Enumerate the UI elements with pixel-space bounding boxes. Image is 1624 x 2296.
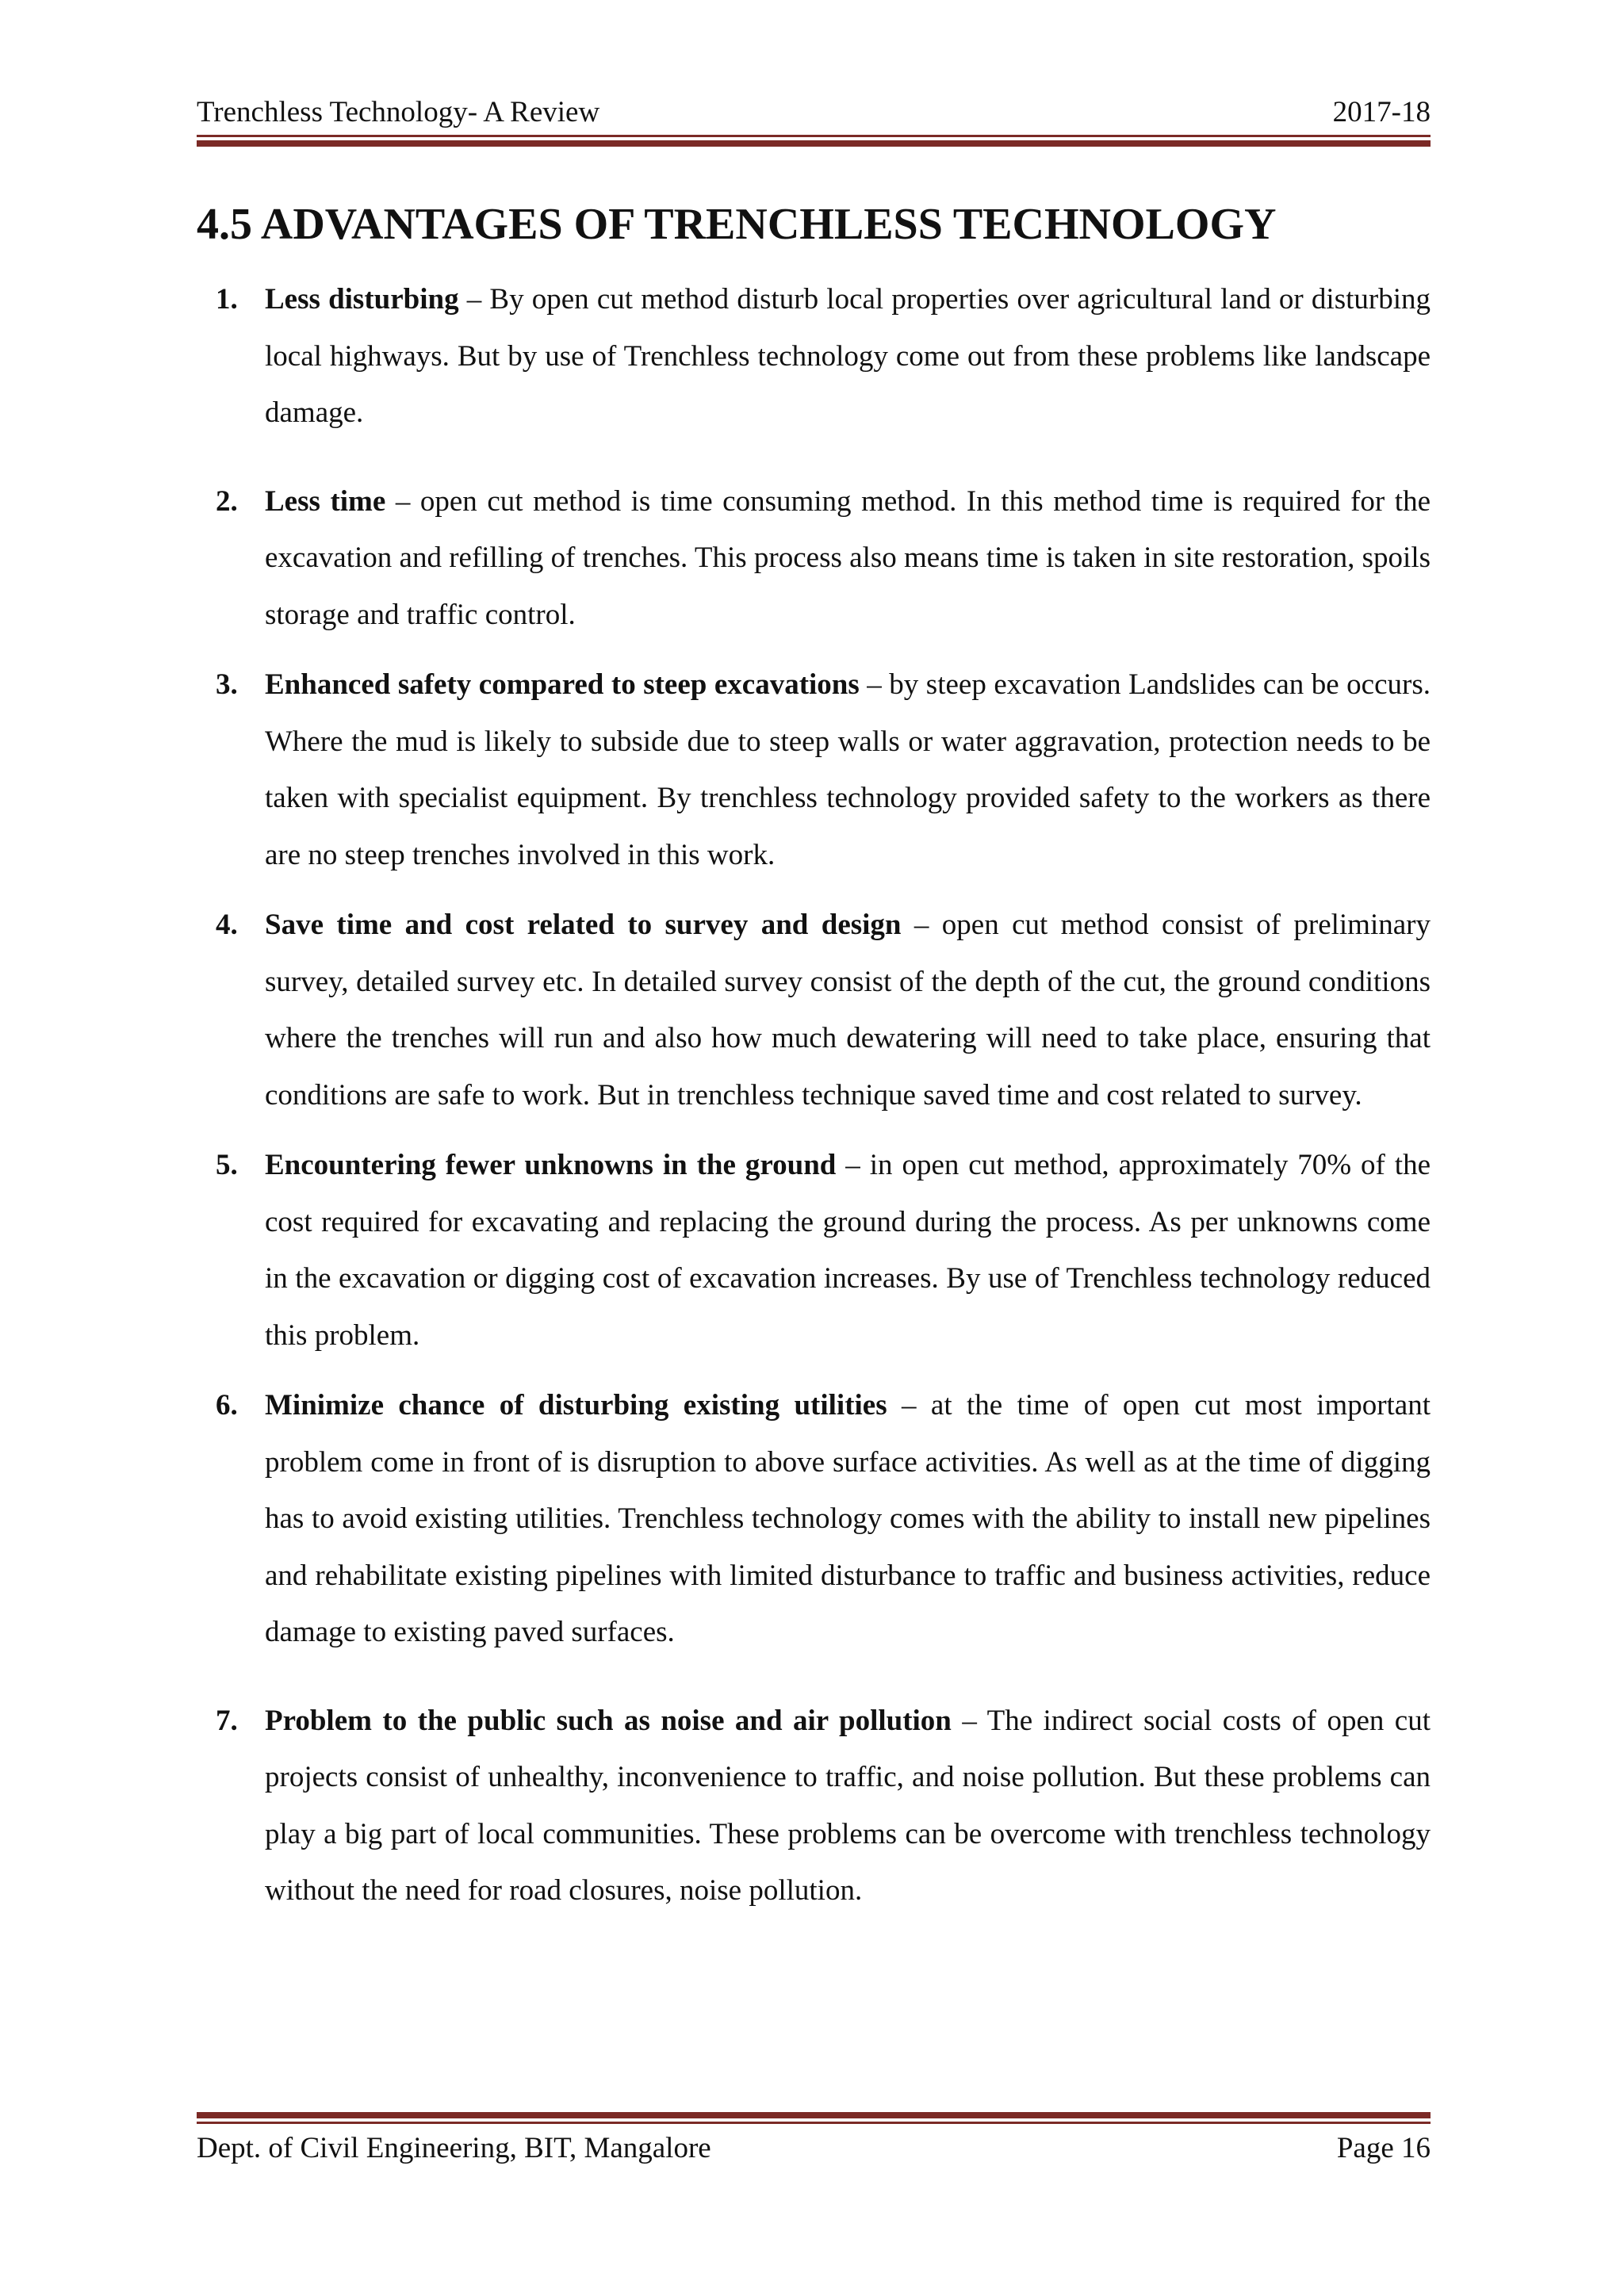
list-item-number: 2. [216,484,238,518]
list-item-text: – The indirect social costs of open cut projects consist of unhealthy, inconvenience to traffic, and noise pollution. But these problems can play a big part of local communities. These problems can be overcome with trenchless technology without the need for road closures, noise pollution. [265,1704,1431,1907]
list-item-text: – at the time of open cut most important problem come in front of is disruption to above surface activities. As well as at the time of digging has to avoid existing utilities. Trenchless technology comes with the ability to install new pipelines and rehabilitate existing pipelines with limited disturbance to traffic and business activities, reduce damage to existing paved surfaces. [265,1389,1431,1648]
advantages-list [197,271,1431,1919]
list-item [197,271,1431,442]
header-title: Trenchless Technology- A Review [197,96,600,128]
footer-rule-thick [197,2112,1431,2118]
list-item [197,656,1431,883]
section-heading: 4.5 ADVANTAGES OF TRENCHLESS TECHNOLOGY [197,200,1277,249]
list-item-text: – By open cut method disturb local properties over agricultural land or disturbing local highways. But by use of Trenchless technology come out from these problems like landscape damage. [265,283,1431,429]
list-item-number: 1. [216,283,238,316]
footer-rule-thin [197,2122,1431,2124]
list-item-number: 3. [216,668,238,701]
list-item [197,1377,1431,1661]
list-item-text: – open cut method consist of preliminary survey, detailed survey etc. In detailed survey consist of the depth of the cut, the ground conditions where the trenches will run and also how much dewatering will need to take place, ensuring that conditions are safe to work. But in trenchless technique saved time and cost related to survey. [265,909,1431,1112]
list-item-number: 7. [216,1704,238,1737]
running-footer [197,2130,1431,2168]
list-item-term: Enhanced safety compared to steep excavations [265,668,860,701]
list-item-number: 6. [216,1389,238,1422]
list-item-text: – in open cut method, approximately 70% of the cost required for excavating and replacing the ground during the process. As per unknowns come in the excavation or digging cost of excavation increases. By use of Trenchless technology reduced this problem. [265,1149,1431,1352]
list-item [197,1693,1431,1919]
footer-department: Dept. of Civil Engineering, BIT, Mangalore [197,2132,711,2164]
list-item-term: Encountering fewer unknowns in the ground [265,1149,837,1181]
header-rule-thick [197,140,1431,147]
page-number: Page 16 [1336,2132,1431,2164]
list-item [197,897,1431,1123]
list-item-number: 4. [216,909,238,941]
list-item-text: – by steep excavation Landslides can be occurs. Where the mud is likely to subside due to steep walls or water aggravation, protection needs to be taken with specialist equipment. By trenchless technology provided safety to the workers as there are no steep trenches involved in this work. [265,668,1431,871]
list-item-text: – open cut method is time consuming method. In this method time is required for the excavation and refilling of trenches. This process also means time is taken in site restoration, spoils storage and traffic control. [265,484,1431,631]
list-item-term: Less time [265,484,386,518]
list-item-term: Problem to the public such as noise and air pollution [265,1704,952,1737]
header-year: 2017-18 [1332,96,1431,128]
list-item-term: Minimize chance of disturbing existing utilities [265,1389,887,1422]
list-item [197,1137,1431,1364]
header-rule-thin [197,135,1431,137]
list-item-term: Save time and cost related to survey and design [265,909,902,941]
running-header [197,94,1431,132]
list-item [197,473,1431,644]
list-item-term: Less disturbing [265,283,459,316]
list-item-number: 5. [216,1149,238,1181]
